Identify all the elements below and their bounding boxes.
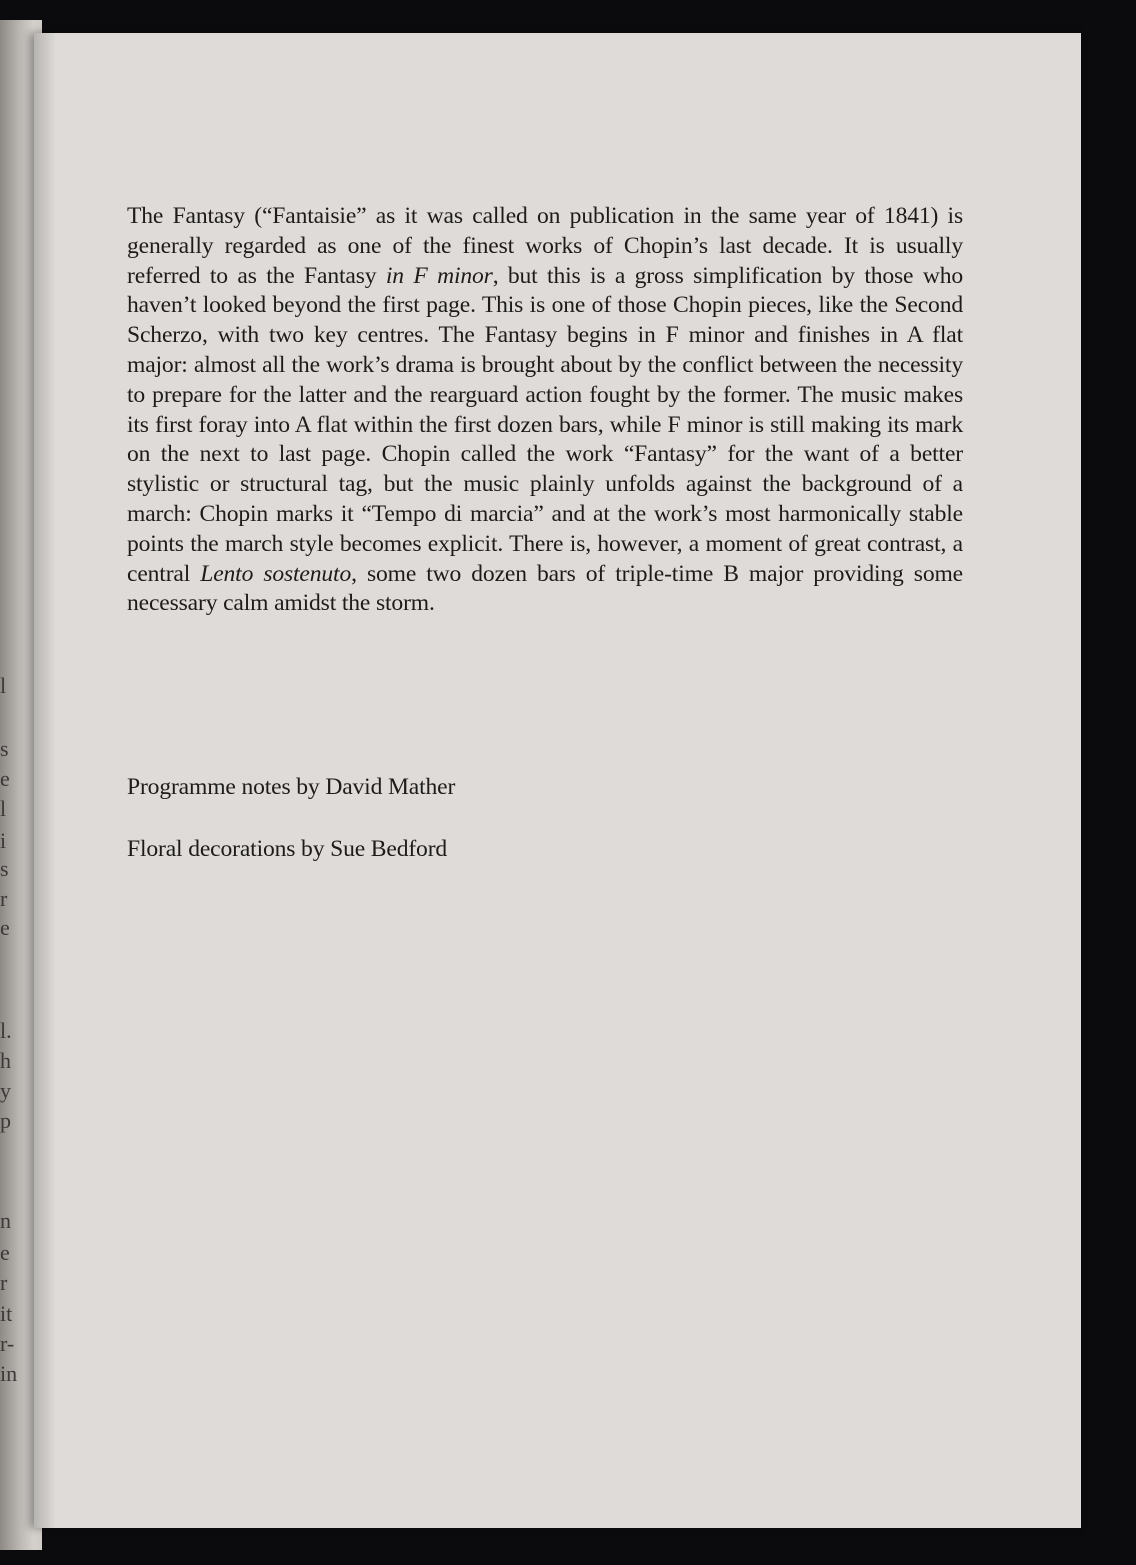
facing-page-glyph: in xyxy=(0,1361,18,1386)
facing-page-glyph: l xyxy=(0,796,7,821)
facing-page-glyph: it xyxy=(0,1301,13,1326)
key-italic: in F minor xyxy=(385,262,493,289)
booklet-page xyxy=(34,33,1081,1528)
facing-page-glyph: i xyxy=(0,828,7,853)
facing-page-glyph: y xyxy=(0,1078,11,1103)
facing-page-glyph: r- xyxy=(0,1331,15,1356)
paragraph-text: , but this is a gross simplification by those who haven’t looked beyond the first page. This is one of those Chopin pieces, like the Second Scherzo, with two key centres. The Fantasy begins in F minor and finishes in A flat major: almost all the work’s drama is brought about by the conflict between the necessity to prepare for the latter and the rearguard action fought by the former. The music makes its first foray into A flat within the first dozen bars, while F minor is still making its mark on the next to last page. Chopin called the work “Fantasy” for the want of a better stylistic or structural tag, but the music plainly unfolds against the background of a march: Chopin marks it “Tempo di marcia” and at the work’s most harmonically stable points the march style becomes explicit. There is, however, a moment of great contrast, a central xyxy=(127,262,964,587)
paragraph-text: , some two dozen bars of triple-time B major providing some necessary calm amidst the storm. xyxy=(127,560,963,617)
facing-page-glyph: n xyxy=(0,1208,11,1233)
facing-page-glyph: h xyxy=(0,1048,11,1073)
programme-notes-credit: Programme notes by David Mather xyxy=(127,774,456,800)
facing-page-glyph: e xyxy=(0,1240,10,1265)
facing-page-glyph: s xyxy=(0,736,9,761)
facing-page-glyph: r xyxy=(0,886,8,911)
floral-decorations-credit: Floral decorations by Sue Bedford xyxy=(127,836,448,862)
facing-page-glyph: l. xyxy=(0,1018,12,1043)
facing-page-glyph: s xyxy=(0,856,9,881)
facing-page-glyph: r xyxy=(0,1270,8,1295)
facing-page-glyph: l xyxy=(0,673,7,698)
tempo-italic: Lento sostenuto xyxy=(200,560,352,587)
programme-note-paragraph xyxy=(127,202,963,619)
facing-page-glyph: e xyxy=(0,915,10,940)
facing-page-glyph: p xyxy=(0,1108,11,1133)
facing-page-glyph: e xyxy=(0,766,10,791)
paragraph-text: The Fantasy (“Fantaisie” as it was called on publication in the same year of 1841) is generally regarded as one of the finest works of Chopin’s last decade. It is usually referred to as the Fantasy xyxy=(127,203,963,289)
